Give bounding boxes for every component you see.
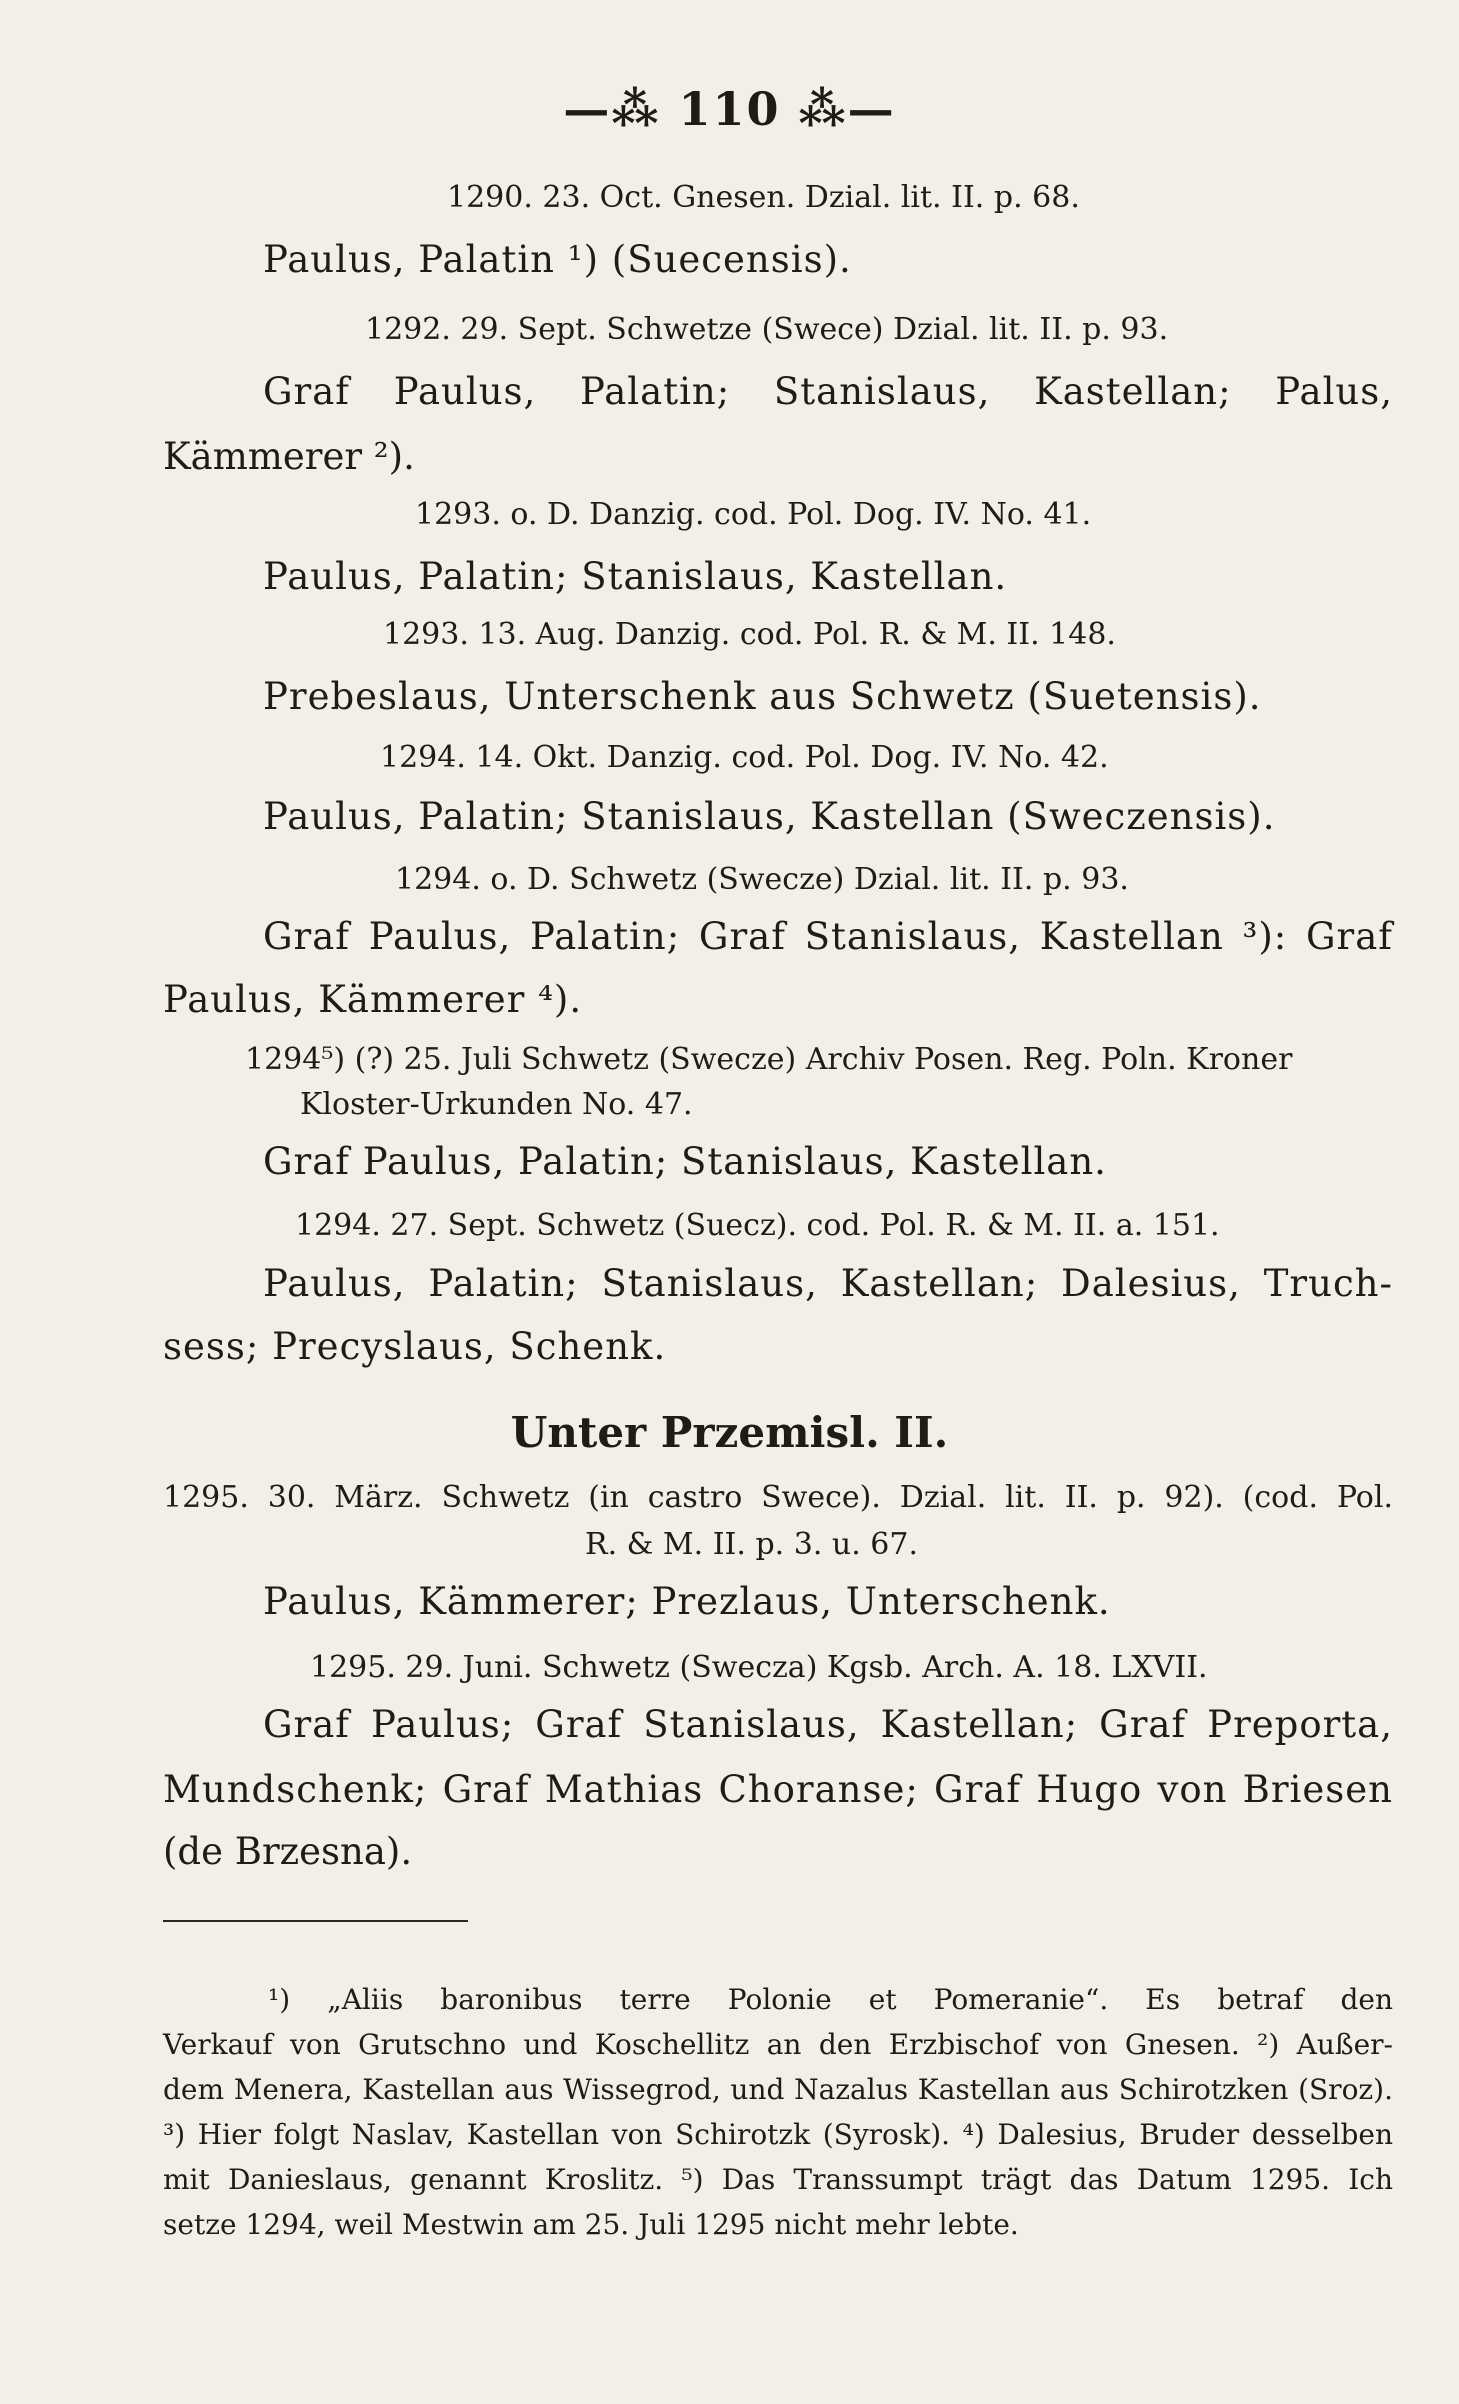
entry-line: Graf Paulus; Graf Stanislaus, Kastellan; Graf Preporta,	[263, 1703, 1393, 1746]
citation-line: 1294. 14. Okt. Danzig. cod. Pol. Dog. IV. No. 42.	[380, 740, 1109, 775]
citation-line: 1290. 23. Oct. Gnesen. Dzial. lit. II. p. 68.	[447, 180, 1080, 215]
entry-line: Prebeslaus, Unterschenk aus Schwetz (Suetensis).	[263, 675, 1262, 718]
footnote-line: ¹) „Aliis baronibus terre Polonie et Pomeranie“. Es betraf den	[268, 1983, 1393, 2016]
entry-line: Graf Paulus, Palatin; Stanislaus, Kastellan; Palus,	[263, 370, 1393, 413]
entry-line: Graf Paulus, Palatin; Stanislaus, Kastellan.	[263, 1140, 1107, 1183]
entry-line: Paulus, Palatin; Stanislaus, Kastellan (Sweczensis).	[263, 795, 1276, 838]
citation-line: 1293. 13. Aug. Danzig. cod. Pol. R. & M. II. 148.	[383, 617, 1116, 652]
entry-line: Paulus, Kämmerer ⁴).	[163, 978, 583, 1021]
entry-line: (de Brzesna).	[163, 1830, 413, 1873]
footnote-line: Verkauf von Grutschno und Koschellitz an den Erzbischof von Gnesen. ²) Außer-	[163, 2028, 1393, 2061]
footnote-line: mit Danieslaus, genannt Kroslitz. ⁵) Das Transsumpt trägt das Datum 1295. Ich	[163, 2163, 1393, 2196]
page-number: —⁂ 110 ⁂—	[563, 82, 896, 136]
footnote-divider	[163, 1920, 468, 1922]
citation-line: 1294⁵) (?) 25. Juli Schwetz (Swecze) Archiv Posen. Reg. Poln. Kroner	[245, 1042, 1293, 1077]
citation-line: 1292. 29. Sept. Schwetze (Swece) Dzial. lit. II. p. 93.	[365, 312, 1169, 347]
footnote-line: dem Menera, Kastellan aus Wissegrod, und Nazalus Kastellan aus Schirotzken (Sroz).	[163, 2073, 1393, 2106]
citation-line: 1295. 29. Juni. Schwetz (Swecza) Kgsb. Arch. A. 18. LXVII.	[310, 1650, 1208, 1685]
citation-line: R. & M. II. p. 3. u. 67.	[585, 1527, 919, 1562]
entry-line: Paulus, Palatin; Stanislaus, Kastellan.	[263, 555, 1008, 598]
footnote-line: ³) Hier folgt Naslav, Kastellan von Schirotzk (Syrosk). ⁴) Dalesius, Bruder desselben	[163, 2118, 1393, 2151]
entry-line: Graf Paulus, Palatin; Graf Stanislaus, Kastellan ³): Graf	[263, 915, 1393, 958]
citation-line: Kloster-Urkunden No. 47.	[300, 1087, 693, 1122]
citation-line: 1294. 27. Sept. Schwetz (Suecz). cod. Pol. R. & M. II. a. 151.	[295, 1208, 1220, 1243]
citation-line: 1295. 30. März. Schwetz (in castro Swece). Dzial. lit. II. p. 92). (cod. Pol.	[163, 1480, 1393, 1515]
section-heading: Unter Przemisl. II.	[510, 1408, 949, 1457]
citation-line: 1293. o. D. Danzig. cod. Pol. Dog. IV. No. 41.	[415, 497, 1092, 532]
entry-line: Mundschenk; Graf Mathias Choranse; Graf Hugo von Briesen	[163, 1768, 1393, 1811]
footnote-line: setze 1294, weil Mestwin am 25. Juli 1295 nicht mehr lebte.	[163, 2208, 1019, 2241]
entry-line: Paulus, Palatin ¹) (Suecensis).	[263, 238, 852, 281]
entry-line: Paulus, Kämmerer; Prezlaus, Unterschenk.	[263, 1580, 1111, 1623]
entry-line: Paulus, Palatin; Stanislaus, Kastellan; Dalesius, Truch-	[263, 1262, 1393, 1305]
entry-line: Kämmerer ²).	[163, 435, 415, 478]
citation-line: 1294. o. D. Schwetz (Swecze) Dzial. lit. II. p. 93.	[395, 862, 1129, 897]
entry-line: sess; Precyslaus, Schenk.	[163, 1325, 667, 1368]
